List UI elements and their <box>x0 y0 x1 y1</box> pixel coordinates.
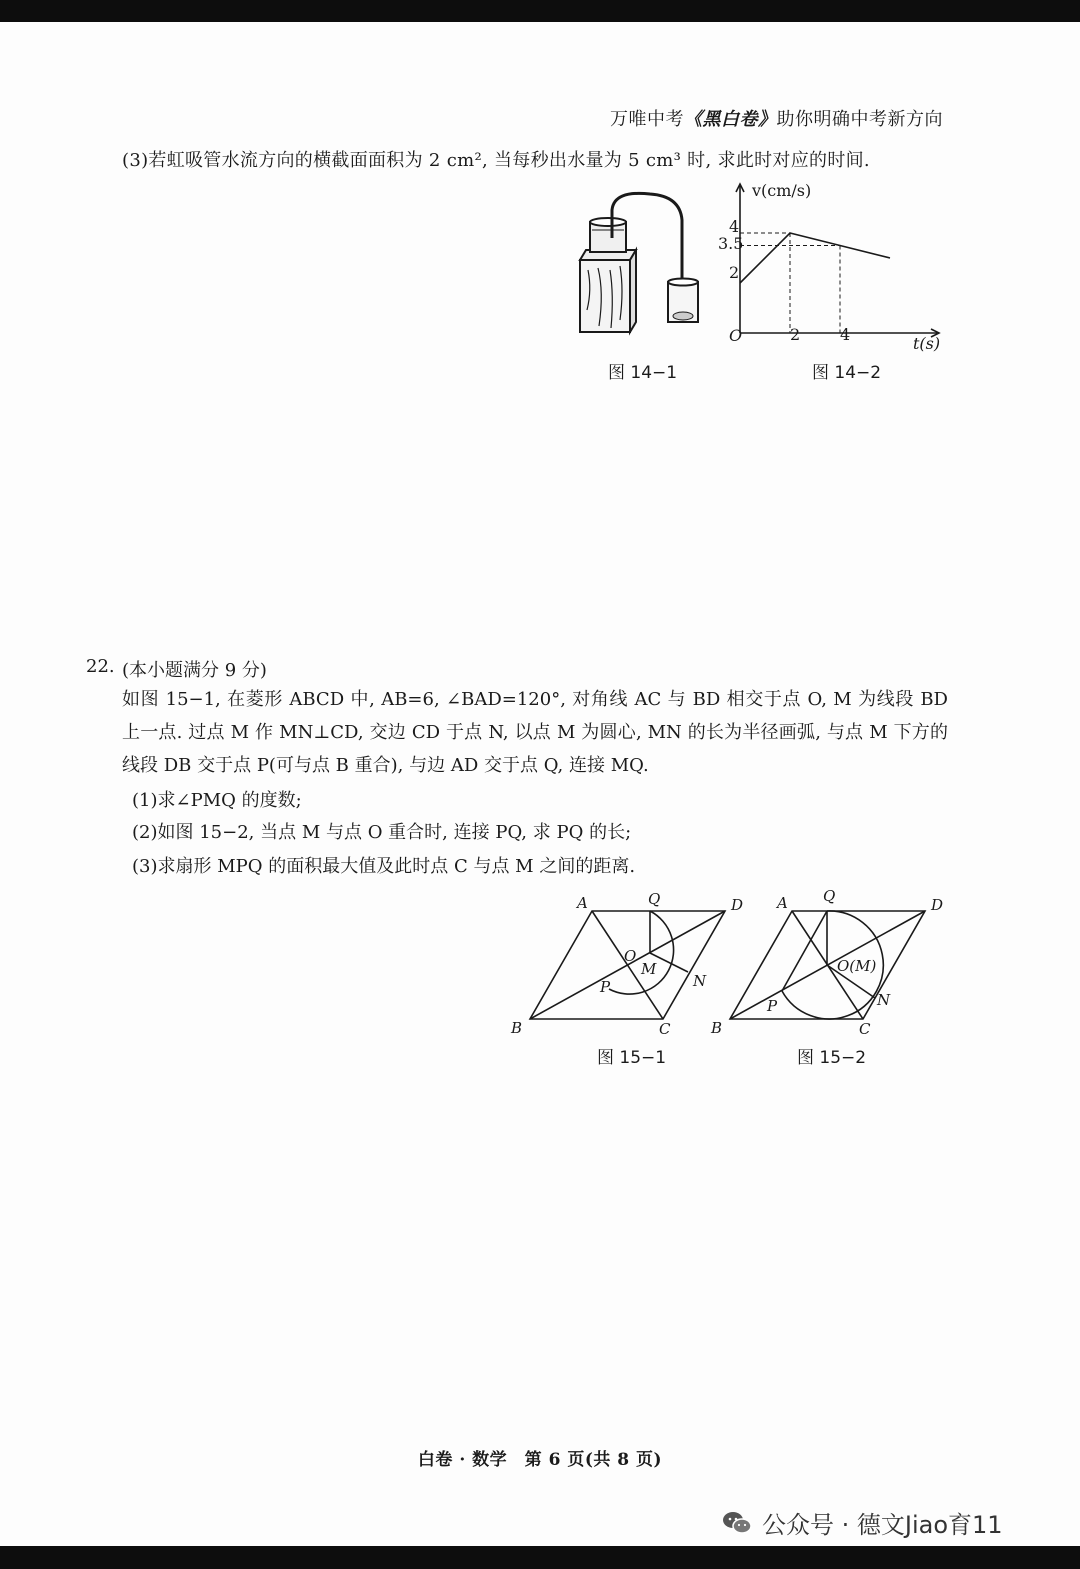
wechat-icon <box>722 1511 752 1535</box>
header-book: 《黑白卷》 <box>684 109 777 130</box>
question-22-part-3: (3)求扇形 MPQ 的面积最大值及此时点 C 与点 M 之间的距离. <box>132 856 636 877</box>
watermark <box>722 1505 1003 1540</box>
label-n: N <box>877 991 891 1009</box>
label-c: C <box>859 1020 871 1036</box>
label-b: B <box>711 1019 723 1036</box>
page-footer: 白卷 · 数学 第 6 页(共 8 页) <box>417 1450 663 1470</box>
label-c: C <box>659 1020 671 1036</box>
bottom-black-bar <box>0 1546 1080 1569</box>
header-prefix: 万唯中考 <box>610 109 684 130</box>
figure-14-2-caption: 图 14−2 <box>812 363 882 383</box>
question-22-score: (本小题满分 9 分) <box>122 660 267 681</box>
label-d: D <box>931 896 944 914</box>
question-21-part-3: (3)若虹吸管水流方向的横截面面积为 2 cm², 当每秒出水量为 5 cm³ 时, 求此时对应的时间. <box>122 150 870 171</box>
figure-14-1-caption: 图 14−1 <box>608 363 678 383</box>
figure-14-2-chart <box>715 178 945 353</box>
y-axis-label: v(cm/s) <box>752 181 812 200</box>
question-22-body: 如图 15−1, 在菱形 ABCD 中, AB=6, ∠BAD=120°, 对角线 AC 与 BD 相交于点 O, M 为线段 BD 上一点. 过点 M 作 MN⊥CD, 交边 CD 于点 N, 以点 M 为圆心, MN 的长为半径画弧, 与点 M 下方的线段 DB 交于点 P(可与点 B 重合), 与边 AD 交于点 Q, 连接 MQ. <box>122 689 948 776</box>
figure-15-2-caption: 图 15−2 <box>797 1048 867 1068</box>
label-a: A <box>577 894 588 912</box>
figure-15-2 <box>705 886 955 1036</box>
label-n: N <box>693 972 707 990</box>
top-black-bar <box>0 0 1080 22</box>
figure-15-1-caption: 图 15−1 <box>597 1048 667 1068</box>
figure-14-1 <box>570 180 720 340</box>
label-p: P <box>600 978 611 996</box>
segment-pq <box>782 911 827 991</box>
label-o-m: O(M) <box>837 957 877 975</box>
label-a: A <box>777 894 788 912</box>
label-m: M <box>641 960 657 978</box>
watermark-text: 公众号 · 德文Jiao育11 <box>762 1511 1003 1539</box>
label-b: B <box>511 1019 523 1036</box>
label-d: D <box>731 896 744 914</box>
x-tick-4: 4 <box>840 325 851 344</box>
x-tick-2: 2 <box>790 325 801 344</box>
page-header <box>610 105 943 131</box>
header-suffix: 助你明确中考新方向 <box>776 109 943 130</box>
question-22-part-2: (2)如图 15−2, 当点 M 与点 O 重合时, 连接 PQ, 求 PQ 的长; <box>132 822 632 843</box>
label-q: Q <box>648 890 661 908</box>
label-o: O <box>624 947 637 965</box>
label-q: Q <box>823 887 836 905</box>
question-22-number: 22. <box>86 656 115 677</box>
label-p: P <box>767 997 778 1015</box>
x-axis-label: t(s) <box>913 334 941 353</box>
question-22-part-1: (1)求∠PMQ 的度数; <box>132 790 302 811</box>
y-tick-4: 4 <box>729 217 740 236</box>
velocity-line <box>740 233 890 283</box>
origin-label: O <box>729 326 743 345</box>
y-tick-3-5: 3.5 <box>718 234 744 253</box>
y-tick-2: 2 <box>729 263 740 282</box>
